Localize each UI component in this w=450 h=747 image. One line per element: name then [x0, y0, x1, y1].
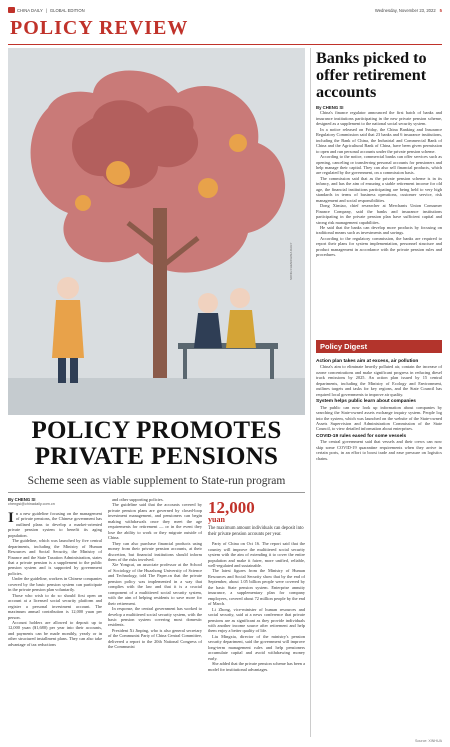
- digest-heading: Action plan takes aim at excess, air pollution: [316, 359, 419, 364]
- paragraph: In a notice released on Friday, the China Banking and Insurance Regulatory Commission said that 23 banks and 6 insurance institutions, including the Bank of China, the Industrial and Commercial Bank of China and the Agricultural Bank of China, have been given permission to open and run personal accounts under the private pension scheme.: [316, 126, 442, 154]
- digest-text: The public can now look up information about companies by searching the State-owned assets exchange inquiry system. People log into the system, which was launched on the website of the State-owned Assets Supervision and Administration Commission of the State Council, to view detailed information about enterprises.: [316, 404, 442, 432]
- paragraph: The latest figures from the Ministry of Human Resources and Social Security show that by the end of September, about 1.05 billion people were covered by the basic State pension system. Enterprise annuity insurance, a supplementary plan for company employees, covered about 72 million people by the end of March.: [208, 568, 305, 607]
- main-author-email: chengsi@chinadaily.com.cn: [8, 502, 55, 507]
- main-story-column-2: [108, 497, 202, 650]
- china-daily-logo-icon: [8, 7, 15, 13]
- main-headline: POLICY PROMOTES PRIVATE PENSIONS: [31, 417, 282, 470]
- main-deck: Scheme seen as viable supplement to State-run program: [27, 475, 286, 487]
- side-story-body: [316, 105, 442, 258]
- paragraph: The guideline said that the accounts covered by private pension plans are governed by closed-loop investment management, and pensioners can begin making withdrawals once they meet the age requirements for retirement — or in the event they lose the ability to work or they migrate outside of China.: [108, 502, 202, 541]
- illustration-credit: SONG CHEN/CHINA DAILY: [289, 242, 293, 280]
- feature-illustration: [8, 48, 305, 415]
- paragraph: She added that the private pension scheme has been a model for institutional advantages.: [208, 661, 305, 672]
- paragraph: Li Zhong, vice-minister of human resources and social security, said at a news conference that private pensions are as significant as they provide individuals with another income source after retirement and help them enjoy a better quality of life.: [208, 606, 305, 634]
- callout-unit: yuan: [208, 515, 225, 524]
- main-story-column-1: [8, 497, 102, 647]
- callout-text: The maximum amount individuals can deposit into their private pension accounts per year.: [208, 526, 304, 537]
- main-byline: By CHENG SI: [8, 497, 36, 502]
- paragraph: Liu Mingxia, director of the ministry's pension security department, said the government will improve long-term management rules and help pensioners accumulate capital and avoid withdrawing money early.: [208, 633, 305, 661]
- paragraph: and other supporting policies.: [112, 497, 164, 502]
- digest-heading: COVID-19 rules eased for some vessels: [316, 433, 407, 439]
- source-note: Source: XINHUA: [415, 739, 442, 743]
- paragraph: Party of China on Oct 16. The report said that the country will improve the multitiered social security system with the aim of extending it to cover the entire population and make it fairer, more unified, reliable, well-regulated and sustainable.: [208, 541, 305, 568]
- main-story-column-3: [208, 497, 305, 672]
- edition-label: GLOBAL EDITION: [49, 7, 85, 13]
- column-divider: [310, 48, 311, 737]
- paragraph: According to the notice, commercial banks can offer services such as opening, canceling or transferring personal accounts for pensioners and help manage their capital. They can also sell financial products, which are regulated by the government, on a commission basis.: [316, 154, 442, 176]
- paragraph: The commission said that as the private pension scheme is in its infancy, and has the aim of ensuring a stable retirement income for old age, the financial institutions participating are being held to very high standards in terms of business operations, customer service, risk management and social responsibilities.: [316, 175, 442, 203]
- paragraph: China's finance regulator announced the first batch of banks and insurance institutions participating in the new private pension scheme, designed as a supplement to the national social security system.: [316, 110, 442, 127]
- policy-digest-body: [316, 357, 442, 461]
- paragraph: Those who wish to do so should first open an account at a licensed social security platform and register a personal investment account. The maximum annual contribution is 12,000 yuan per person.: [8, 592, 102, 620]
- paragraph: Under the guideline, workers in Chinese companies covered by the basic pension system can participate in the private pension plan voluntarily.: [8, 576, 102, 593]
- side-headline: Banks picked to offer retirement accounts: [316, 49, 427, 101]
- paragraph: In a new guideline focusing on the management of private pensions, the Chinese government has outlined plans to develop a market-oriented private pension system to benefit its aging population.: [8, 509, 102, 538]
- paragraph: They can also purchase financial products using money from their private pension accounts, at their discretion, but financial institutions should inform them of the risks involved.: [108, 540, 202, 562]
- deck-divider: [8, 492, 305, 493]
- issue-date: Wednesday, November 23, 2022: [374, 7, 436, 13]
- paragraph: Dong Ximiao, chief researcher at Merchants Union Consumer Finance Company, said the banks and insurance institutions participating in the private pension plan have sufficient capital and strong risk management capabilities.: [316, 203, 442, 225]
- elderly-couple-illustration: [8, 48, 305, 415]
- digest-heading: System helps public learn about companies: [316, 399, 416, 405]
- section-divider: [8, 44, 442, 45]
- side-byline: By CHENG SI: [316, 105, 344, 110]
- callout-number: 12,000: [208, 498, 255, 517]
- page-number: 5: [439, 7, 442, 13]
- digest-text: The central government said that vessels and their crews can now skip some COVID-19 quarantine requirements when they arrive in certain ports, in an effort to boost trade and ease pressure on logistics chains.: [316, 439, 442, 461]
- masthead-bar: CHINA DAILY | GLOBAL EDITION Wednesday, November 23, 2022 5: [8, 6, 442, 14]
- publication-logo: [8, 7, 43, 13]
- paragraph: According to the regulatory commission, the banks are required to report their plans for system implementation, personnel structure and product management in accordance with the private pension rules and procedures.: [316, 235, 442, 258]
- paragraph: President Xi Jinping, who is also general secretary of the Communist Party of China Central Committee, delivered a report to the 20th National Congress of the Communist: [108, 627, 202, 650]
- stat-callout: [208, 500, 305, 537]
- section-title: POLICY REVIEW: [10, 17, 189, 39]
- paragraph: Account holders are allowed to deposit up to 12,000 yuan ($1,680) per year into their accounts, and payments can be made monthly, yearly or in other structured installment plans. They can also take advantage of tax reductions: [8, 619, 102, 647]
- paragraph: He said that the banks can develop more products by focusing on traditional means such as investments and savings.: [316, 224, 442, 236]
- paragraph: In response, the central government has worked to develop a multitiered social security system, with the basic pension system covering most domestic residents.: [108, 606, 202, 628]
- paragraph: The guideline, which was launched by five central departments, including the Ministry of Human Resources and Social Security, the Ministry of Finance and the State Taxation Administration, states that a private pension is a supplement to the public pension system and is supported by government policies.: [8, 538, 102, 576]
- paragraph: Xie Yongcai, an associate professor at the School of Sociology of the Huazhong University of Science and Technology, told The Paper.cn that the private pension policy was implemented in a way that complies with the law and that it is a crucial component of a multitiered social security system, with the aim of helping residents to save more for their retirement.: [108, 562, 202, 606]
- digest-text: China's aim to eliminate heavily polluted air, contain the increase of ozone concentrations and make significant progress in reducing diesel truck emissions by 2025. An action plan issued by 15 central departments, including the Ministry of Ecology and Environment, outlines targets and tasks for key regions, and the State Council has required local governments to improve air quality.: [316, 364, 442, 397]
- dropcap: I: [8, 509, 14, 526]
- policy-digest-header: Policy Digest: [316, 340, 442, 353]
- publication-name: CHINA DAILY: [17, 7, 43, 13]
